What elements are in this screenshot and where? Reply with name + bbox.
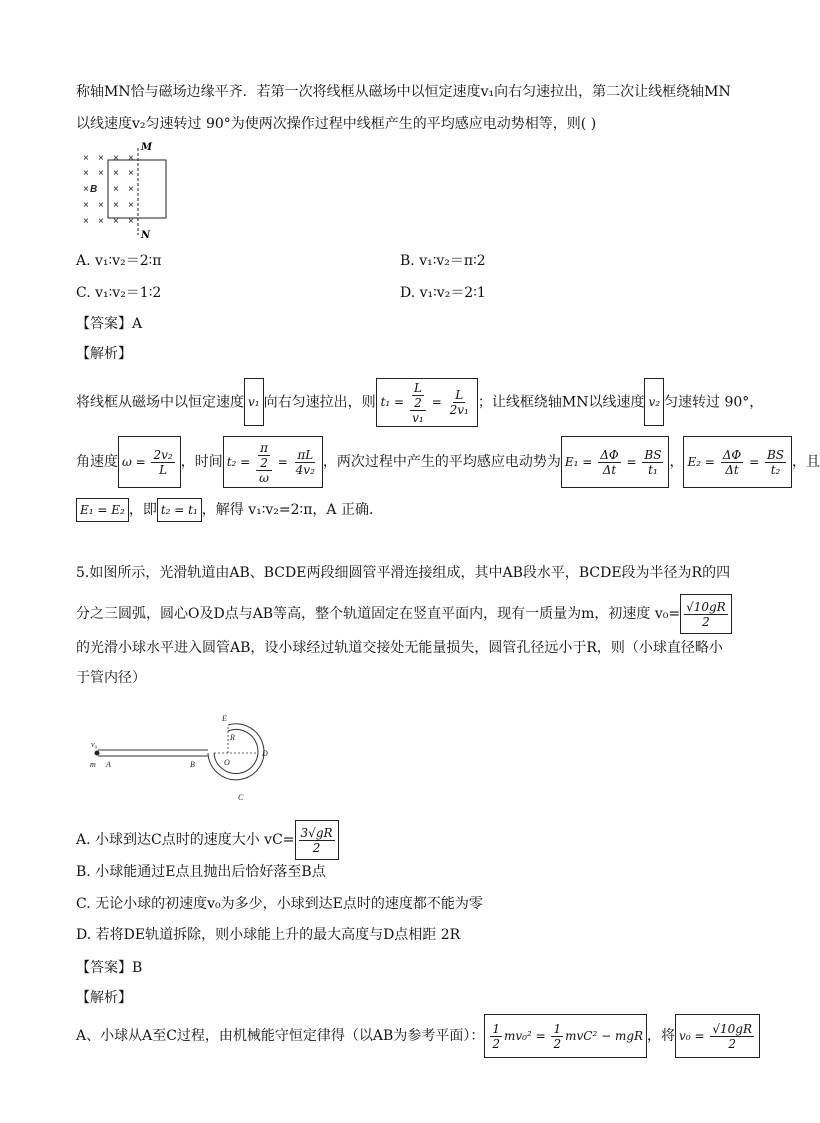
q4-analysis-label: 【解析】: [76, 346, 132, 362]
q5-line3: 的光滑小球水平进入圆管AB，设小球经过轨道交接处无能量损失，圆管孔径远小于R，则（小球直径略小: [76, 640, 723, 656]
q4-line2: 以线速度v₂匀速转过 90°为使两次操作过程中线框产生的平均感应电动势相等，则( ): [76, 116, 597, 132]
field-cross: ×: [113, 153, 119, 164]
ball: [95, 751, 100, 756]
q5-option-a: A. 小球到达C点时的速度大小 vC= $\frac{3√gR}{2}$: [76, 820, 339, 860]
formula-E1: E₁ = $\frac{\Delta\Phi}{\Delta t}$ = $\frac{BS}{\text{t₁}}$: [561, 436, 670, 488]
q4-answer: 【答案】A: [76, 316, 143, 332]
formula-energy: $\frac{1}{2}$ mv₀² = $\frac{1}{2}$ mvC² − mgR: [484, 1014, 647, 1058]
field-cross: ×: [98, 168, 104, 179]
field-cross: ×: [128, 184, 134, 195]
q5-line2: 分之三圆弧，圆心O及D点与AB等高，整个轨道固定在竖直平面内，现有一质量为m，初速度 v₀= $\frac{√10gR}{2}$: [76, 594, 732, 634]
formula-v0-sub: v₀ = $\frac{√10gR}{2}$: [675, 1014, 760, 1058]
tube-outer: [208, 724, 264, 780]
field-cross: ×: [98, 200, 104, 211]
field-cross: ×: [113, 200, 119, 211]
field-cross: ×: [128, 168, 134, 179]
q5-option-d: D. 若将DE轨道拆除，则小球能上升的最大高度与D点相距 2R: [76, 927, 461, 943]
formula-E2: E₂ = $\frac{\Delta\Phi}{\Delta t}$ = $\frac{BS}{\text{t₂}}$: [683, 436, 792, 488]
formula-v1: v₁: [244, 378, 264, 426]
q4-magnetic-field-figure: [78, 140, 178, 240]
q5-line1: 5.如图所示，光滑轨道由AB、BCDE两段细圆管平滑连接组成，其中AB段水平，BCDE段为半径为R的四: [76, 565, 731, 581]
field-cross: ×: [83, 153, 89, 164]
svg-text:A: A: [106, 760, 111, 769]
q4-solution-line1: 将线框从磁场中以恒定速度 v₁ 向右匀速拉出，则 t₁ = $\frac{\frac{L}{2}}{\text{v₁}}$ = $\frac{L}{\text{2v₁}}$ ；让线框绕轴MN以线速度 v₂ 匀速转过 90°，: [76, 378, 763, 427]
q5-analysis-label: 【解析】: [76, 990, 132, 1006]
formula-t2: t₂ = $\frac{\frac{\pi}{2}}{\omega}$ = $\frac{\pi L}{\text{4v₂}}$: [223, 436, 323, 488]
svg-text:D: D: [262, 749, 268, 758]
field-cross: ×: [83, 184, 89, 195]
formula-vc: $\frac{3√gR}{2}$: [295, 820, 339, 860]
svg-text:B: B: [190, 760, 195, 769]
q4-option-d: D. v₁∶v₂＝2∶1: [400, 285, 486, 301]
q4-line1: 称轴MN恰与磁场边缘平齐．若第一次将线框从磁场中以恒定速度v₁向右匀速拉出，第二次让线框绕轴MN: [76, 84, 731, 100]
q5-option-c: C. 无论小球的初速度v₀为多少，小球到达E点时的速度都不能为零: [76, 896, 483, 912]
svg-text:R: R: [230, 733, 235, 742]
q4-solution-line2: 角速度 ω = $\frac{\text{2v₂}}{L}$ ，时间 t₂ = $\frac{\frac{\pi}{2}}{\omega}$ = $\frac{\pi L}{\text{4v₂}}$ ，两次过程中产生的平均感应电动势为 E₁ = $\frac{\Delta\Phi}{\Delta t}$ = $\frac{BS}{\text{t₁}}$ ， E₂ = $\frac{\Delta\Phi}{\Delta t}$ = $\frac{BS}{\text{t₂}}$ ，且: [76, 436, 820, 488]
formula-t2-eq-t1: t₂ = t₁: [157, 498, 202, 522]
q4-option-b: B. v₁∶v₂＝π∶2: [400, 253, 486, 269]
field-cross: ×: [128, 153, 134, 164]
q4-option-a: A. v₁∶v₂＝2∶π: [76, 253, 162, 269]
svg-text:C: C: [238, 793, 244, 802]
q4-option-c: C. v₁∶v₂＝1∶2: [76, 285, 162, 301]
field-cross: ×: [83, 200, 89, 211]
field-cross: ×: [113, 168, 119, 179]
q4-solution-line3: E₁ = E₂ ，即 t₂ = t₁ ，解得 v₁∶v₂=2∶π，A 正确．: [76, 498, 383, 522]
q5-solution-line1: A、小球从A至C过程，由机械能守恒定律得（以AB为参考平面）： $\frac{1}{2}$ mv₀² = $\frac{1}{2}$ mvC² − mgR ，将 v₀ = $\frac{√10gR}{2}$: [76, 1014, 760, 1058]
formula-omega: ω = $\frac{\text{2v₂}}{L}$: [118, 436, 181, 488]
svg-text:O: O: [224, 758, 230, 767]
field-cross: ×: [83, 168, 89, 179]
field-cross: ×: [128, 200, 134, 211]
field-cross: ×: [113, 184, 119, 195]
tube-inner: [214, 730, 258, 774]
field-cross: ×: [128, 216, 134, 227]
q5-line4: 于管内径）: [76, 670, 146, 686]
svg-text:m: m: [90, 760, 96, 769]
formula-v2: v₂: [644, 378, 664, 426]
label-B: B: [90, 184, 98, 195]
svg-text:v₀: v₀: [91, 740, 98, 749]
field-cross: ×: [83, 216, 89, 227]
field-cross: ×: [98, 216, 104, 227]
formula-t1: t₁ = $\frac{\frac{L}{2}}{\text{v₁}}$ = $\frac{L}{\text{2v₁}}$: [376, 378, 478, 427]
formula-v0: $\frac{√10gR}{2}$: [680, 594, 732, 634]
q5-track-figure: [88, 705, 318, 815]
svg-text:E: E: [222, 714, 227, 723]
field-cross: ×: [98, 153, 104, 164]
label-N: N: [141, 230, 151, 241]
q5-answer: 【答案】B: [76, 960, 143, 976]
field-cross: ×: [113, 216, 119, 227]
label-M: M: [141, 142, 153, 153]
q5-option-b: B. 小球能通过E点且抛出后恰好落至B点: [76, 864, 326, 880]
formula-e1-eq-e2: E₁ = E₂: [76, 498, 129, 522]
